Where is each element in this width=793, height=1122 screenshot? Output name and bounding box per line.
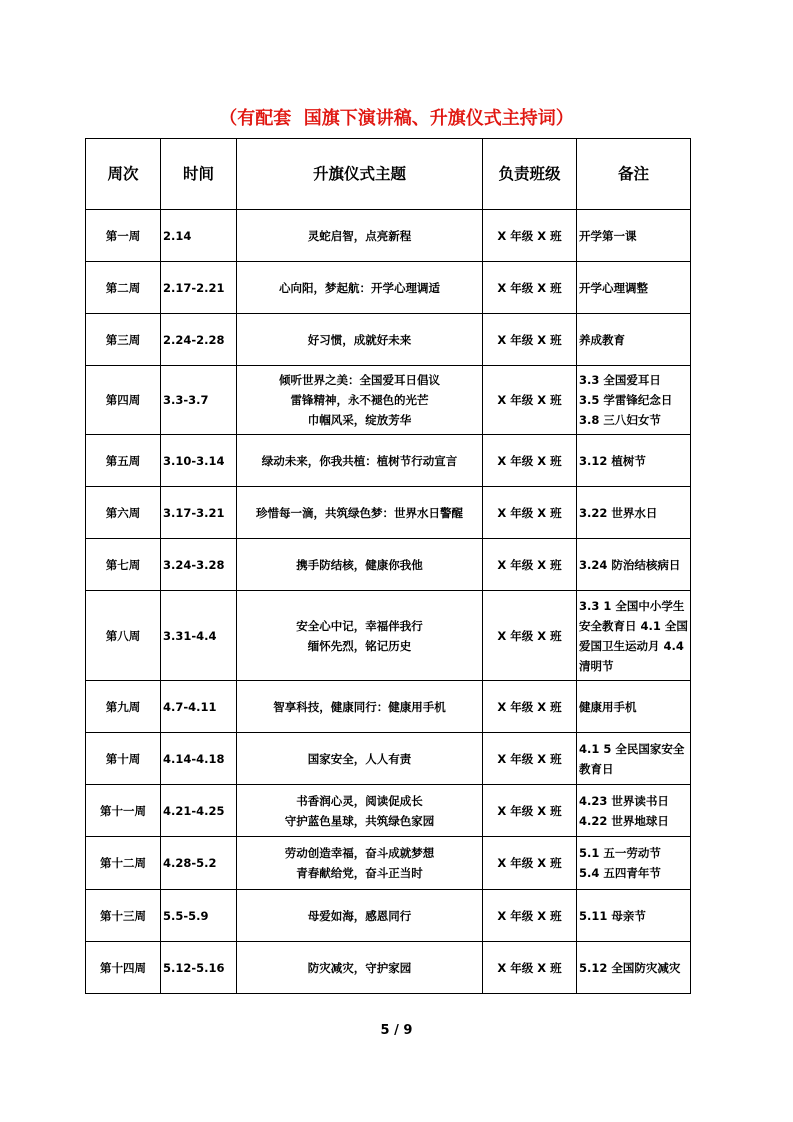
class-cell: X 年级 X 班	[483, 210, 577, 262]
theme-cell-line: 国家安全，人人有责	[307, 751, 412, 766]
note-cell-line: 3.22 世界水日	[579, 505, 658, 520]
time-cell: 5.5-5.9	[161, 890, 237, 942]
theme-cell-line: 劳动创造幸福，奋斗成就梦想	[284, 846, 435, 860]
class-cell: X 年级 X 班	[483, 262, 577, 314]
class-cell: X 年级 X 班	[483, 539, 577, 591]
week-cell: 第四周	[86, 366, 161, 435]
note-cell-line: 3.5 学雷锋纪念日	[579, 393, 673, 407]
theme-cell	[237, 210, 483, 262]
note-cell-line: 4.1 5 全民国家安全教育日	[579, 741, 685, 776]
table-row	[86, 785, 691, 837]
week-cell: 第十周	[86, 733, 161, 785]
theme-cell	[237, 890, 483, 942]
week-cell: 第九周	[86, 681, 161, 733]
theme-cell-line: 携手防结核，健康你我他	[296, 557, 423, 572]
header-class: 负责班级	[483, 139, 577, 210]
theme-cell-line: 好习惯，成就好未来	[307, 332, 412, 347]
table-row	[86, 591, 691, 681]
week-cell: 第七周	[86, 539, 161, 591]
week-cell: 第十二周	[86, 837, 161, 890]
theme-cell-line: 安全心中记，幸福伴我行	[296, 618, 423, 633]
theme-cell	[237, 366, 483, 435]
theme-cell-line: 智享科技，健康同行：健康用手机	[273, 699, 446, 714]
note-cell	[577, 487, 691, 539]
table-row	[86, 487, 691, 539]
class-cell: X 年级 X 班	[483, 785, 577, 837]
time-cell: 4.7-4.11	[161, 681, 237, 733]
table-row	[86, 435, 691, 487]
table-row	[86, 942, 691, 994]
table-header-row	[86, 139, 691, 210]
time-cell: 4.28-5.2	[161, 837, 237, 890]
note-cell-line: 3.12 植树节	[579, 453, 646, 468]
time-cell: 5.12-5.16	[161, 942, 237, 994]
time-cell: 4.14-4.18	[161, 733, 237, 785]
note-cell	[577, 210, 691, 262]
note-cell-line: 5.4 五四青年节	[579, 866, 661, 880]
week-cell: 第六周	[86, 487, 161, 539]
theme-cell-line: 巾帼风采，绽放芳华	[307, 413, 412, 427]
time-cell: 2.24-2.28	[161, 314, 237, 366]
theme-cell-line: 雷锋精神，永不褪色的光芒	[290, 393, 429, 407]
table-row	[86, 314, 691, 366]
week-cell: 第五周	[86, 435, 161, 487]
week-cell: 第十四周	[86, 942, 161, 994]
time-cell: 2.14	[161, 210, 237, 262]
week-cell: 第十三周	[86, 890, 161, 942]
time-cell: 3.17-3.21	[161, 487, 237, 539]
theme-cell	[237, 837, 483, 890]
class-cell: X 年级 X 班	[483, 733, 577, 785]
week-cell: 第八周	[86, 591, 161, 681]
class-cell: X 年级 X 班	[483, 837, 577, 890]
theme-cell	[237, 539, 483, 591]
theme-cell	[237, 487, 483, 539]
note-cell	[577, 262, 691, 314]
time-cell: 3.10-3.14	[161, 435, 237, 487]
note-cell	[577, 681, 691, 733]
class-cell: X 年级 X 班	[483, 487, 577, 539]
class-cell: X 年级 X 班	[483, 890, 577, 942]
class-cell: X 年级 X 班	[483, 681, 577, 733]
theme-cell	[237, 435, 483, 487]
table-row	[86, 366, 691, 435]
week-cell: 第三周	[86, 314, 161, 366]
header-time: 时间	[161, 139, 237, 210]
note-cell	[577, 785, 691, 837]
week-cell: 第一周	[86, 210, 161, 262]
theme-cell-line: 珍惜每一滴，共筑绿色梦：世界水日警醒	[256, 505, 463, 520]
week-cell: 第二周	[86, 262, 161, 314]
theme-cell	[237, 314, 483, 366]
note-cell-line: 5.1 五一劳动节	[579, 846, 661, 860]
theme-cell-line: 守护蓝色星球，共筑绿色家园	[284, 813, 435, 828]
table-row	[86, 539, 691, 591]
class-cell: X 年级 X 班	[483, 314, 577, 366]
note-cell-line: 健康用手机	[579, 699, 637, 714]
note-cell-line: 3.24 防治结核病日	[579, 557, 681, 572]
table-row	[86, 681, 691, 733]
note-cell-line: 开学心理调整	[579, 280, 648, 295]
header-theme: 升旗仪式主题	[237, 139, 483, 210]
class-cell: X 年级 X 班	[483, 591, 577, 681]
theme-cell-line: 母爱如海，感恩同行	[307, 908, 412, 923]
note-cell	[577, 366, 691, 435]
time-cell: 4.21-4.25	[161, 785, 237, 837]
table-row	[86, 210, 691, 262]
note-cell-line: 3.3 1 全国中小学生安全教育日 4.1 全国爱国卫生运动月 4.4 清明节	[579, 598, 688, 673]
theme-cell-line: 缅怀先烈，铭记历史	[307, 638, 412, 653]
page-number: 5 / 9	[380, 1023, 413, 1038]
schedule-table	[85, 138, 691, 994]
theme-cell-line: 心向阳，梦起航：开学心理调适	[279, 280, 440, 295]
note-cell-line: 5.11 母亲节	[579, 908, 646, 923]
note-cell	[577, 942, 691, 994]
table-row	[86, 262, 691, 314]
week-cell: 第十一周	[86, 785, 161, 837]
page-title: （有配套 国旗下演讲稿、升旗仪式主持词）	[219, 108, 574, 129]
time-cell: 2.17-2.21	[161, 262, 237, 314]
note-cell-line: 3.3 全国爱耳日	[579, 373, 661, 387]
class-cell: X 年级 X 班	[483, 366, 577, 435]
theme-cell-line: 绿动未来，你我共植：植树节行动宣言	[261, 453, 458, 468]
class-cell: X 年级 X 班	[483, 435, 577, 487]
table-row	[86, 837, 691, 890]
note-cell-line: 养成教育	[579, 332, 625, 347]
theme-cell	[237, 733, 483, 785]
theme-cell-line: 倾听世界之美：全国爱耳日倡议	[279, 373, 440, 387]
note-cell-line: 5.12 全国防灾减灾	[579, 960, 681, 975]
note-cell	[577, 591, 691, 681]
time-cell: 3.24-3.28	[161, 539, 237, 591]
time-cell: 3.3-3.7	[161, 366, 237, 435]
theme-cell	[237, 681, 483, 733]
theme-cell	[237, 591, 483, 681]
note-cell	[577, 837, 691, 890]
note-cell-line: 3.8 三八妇女节	[579, 413, 661, 427]
theme-cell-line: 灵蛇启智，点亮新程	[307, 228, 412, 243]
class-cell: X 年级 X 班	[483, 942, 577, 994]
note-cell	[577, 733, 691, 785]
note-cell-line: 开学第一课	[579, 228, 637, 243]
theme-cell	[237, 942, 483, 994]
table-row	[86, 890, 691, 942]
time-cell: 3.31-4.4	[161, 591, 237, 681]
note-cell-line: 4.23 世界读书日	[579, 793, 669, 808]
note-cell	[577, 314, 691, 366]
note-cell	[577, 890, 691, 942]
header-week: 周次	[86, 139, 161, 210]
theme-cell	[237, 785, 483, 837]
table-body	[86, 210, 691, 994]
note-cell	[577, 539, 691, 591]
theme-cell-line: 青春献给党，奋斗正当时	[296, 866, 423, 880]
note-cell-line: 4.22 世界地球日	[579, 813, 669, 828]
table-row	[86, 733, 691, 785]
note-cell	[577, 435, 691, 487]
theme-cell	[237, 262, 483, 314]
header-note: 备注	[577, 139, 691, 210]
theme-cell-line: 书香润心灵，阅读促成长	[296, 793, 423, 808]
theme-cell-line: 防灾减灾，守护家园	[307, 960, 412, 975]
